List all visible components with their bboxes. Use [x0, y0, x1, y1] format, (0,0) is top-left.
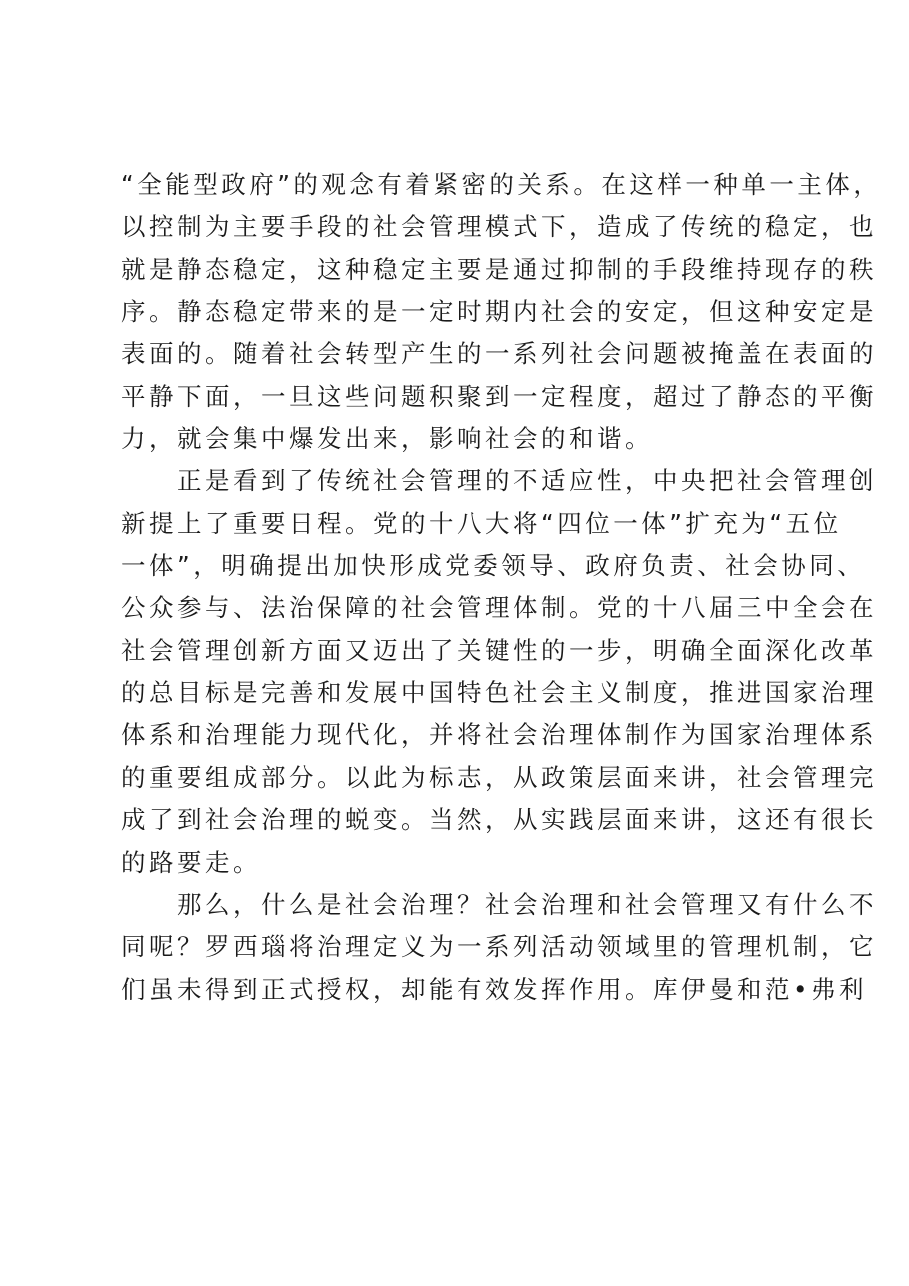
text-line: 一体”，明确提出加快形成党委领导、政府负责、社会协同、: [121, 551, 866, 581]
text-line: 力，就会集中爆发出来，影响社会的和谐。: [121, 424, 653, 454]
text-line: 们虽未得到正式授权，却能有效发挥作用。库伊曼和范•弗利: [121, 974, 867, 1004]
text-line: 平静下面，一旦这些问题积聚到一定程度，超过了静态的平衡: [121, 381, 877, 411]
text-line: 社会管理创新方面又迈出了关键性的一步，明确全面深化改革: [121, 635, 877, 665]
text-line: 新提上了重要日程。党的十八大将“四位一体”扩充为“五位: [121, 508, 842, 538]
text-line: 同呢？罗西瑙将治理定义为一系列活动领域里的管理机制，它: [121, 932, 877, 962]
text-line: 那么，什么是社会治理？社会治理和社会管理又有什么不: [121, 889, 877, 919]
text-line: 的路要走。: [121, 847, 261, 877]
body-text: [121, 164, 882, 1011]
text-line: 的重要组成部分。以此为标志，从政策层面来讲，社会管理完: [121, 762, 877, 792]
text-line: 正是看到了传统社会管理的不适应性，中央把社会管理创: [121, 466, 877, 496]
text-line: 以控制为主要手段的社会管理模式下，造成了传统的稳定，也: [121, 212, 877, 242]
text-line: “全能型政府”的观念有着紧密的关系。在这样一种单一主体，: [121, 170, 882, 199]
text-line: 成了到社会治理的蜕变。当然，从实践层面来讲，这还有很长: [121, 805, 877, 835]
text-line: 就是静态稳定，这种稳定主要是通过抑制的手段维持现存的秩: [121, 254, 877, 284]
text-line: 序。静态稳定带来的是一定时期内社会的安定，但这种安定是: [121, 297, 877, 327]
text-line: 表面的。随着社会转型产生的一系列社会问题被掩盖在表面的: [121, 339, 877, 369]
text-line: 的总目标是完善和发展中国特色社会主义制度，推进国家治理: [121, 678, 877, 708]
text-line: 体系和治理能力现代化，并将社会治理体制作为国家治理体系: [121, 720, 877, 750]
text-line: 公众参与、法治保障的社会管理体制。党的十八届三中全会在: [121, 593, 877, 623]
